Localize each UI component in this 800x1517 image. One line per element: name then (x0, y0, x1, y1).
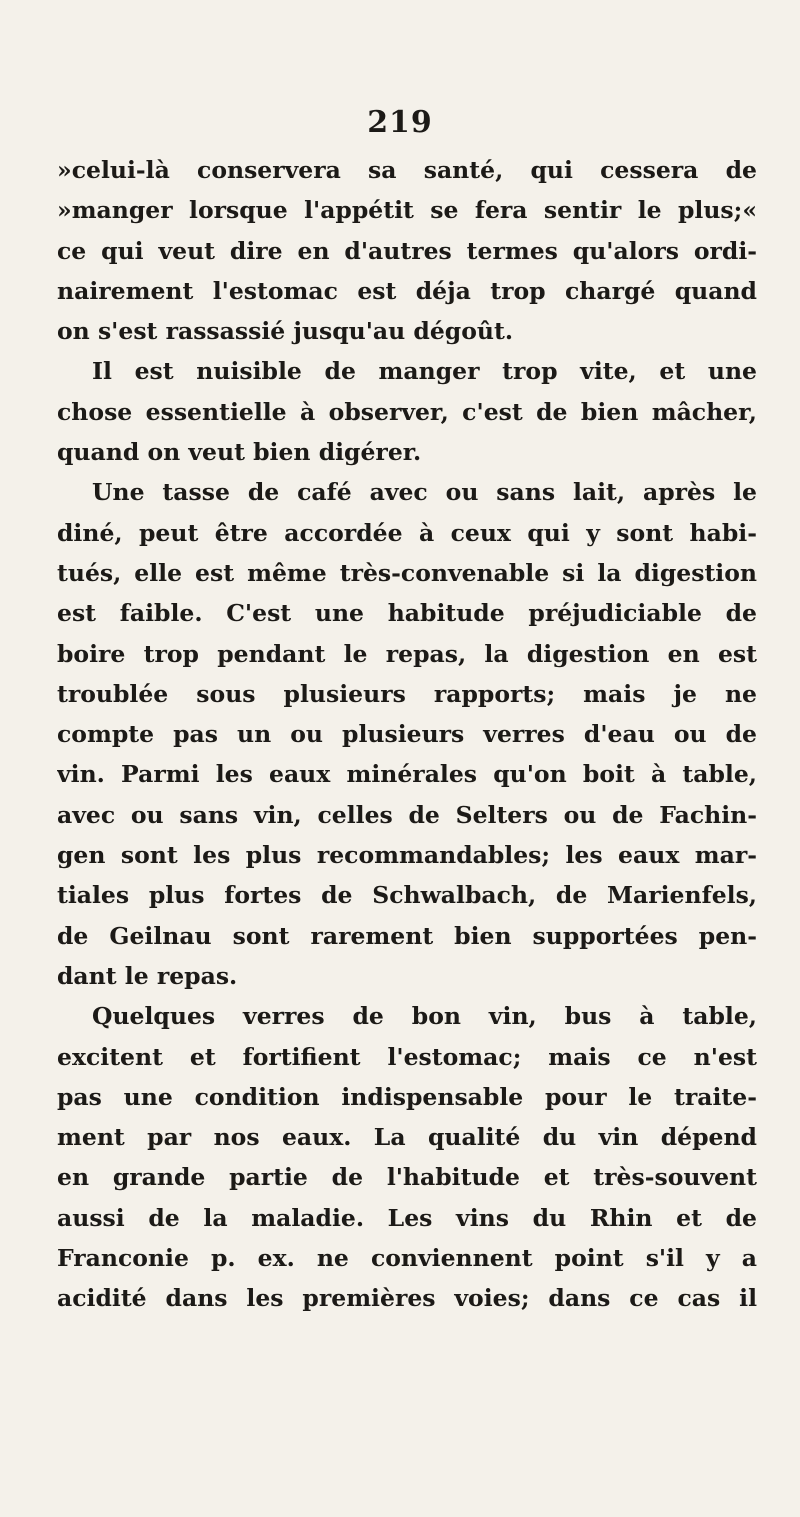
text-line: acidité dans les premières voies; dans ce cas il (57, 1284, 757, 1313)
text-line: Une tasse de café avec ou sans lait, après le (92, 478, 757, 507)
text-line: en grande partie de l'habitude et très-souvent (57, 1163, 757, 1192)
page-number: 219 (367, 105, 433, 140)
text-line: Il est nuisible de manger trop vite, et une (92, 357, 757, 386)
text-line: excitent et fortifient l'estomac; mais ce n'est (57, 1042, 757, 1071)
text-line: dant le repas. (57, 961, 238, 990)
text-line: diné, peut être accordée à ceux qui y sont habi- (57, 518, 757, 547)
text-line: compte pas un ou plusieurs verres d'eau ou de (57, 720, 757, 749)
text-line: ce qui veut dire en d'autres termes qu'alors ordi- (57, 236, 757, 265)
text-line: »manger lorsque l'appétit se fera sentir le plus;« (57, 196, 757, 225)
text-line: aussi de la maladie. Les vins du Rhin et de (57, 1203, 757, 1232)
text-line: est faible. C'est une habitude préjudiciable de (57, 599, 757, 628)
text-line: boire trop pendant le repas, la digestion en est (57, 639, 757, 668)
text-line: »celui-là conservera sa santé, qui cessera de (57, 156, 757, 184)
text-line: tués, elle est même très-convenable si la digestion (57, 558, 757, 587)
text-line: vin. Parmi les eaux minérales qu'on boit à table, (57, 760, 757, 789)
text-line: Quelques verres de bon vin, bus à table, (92, 1002, 757, 1031)
text-line: tiales plus fortes de Schwalbach, de Marienfels, (57, 881, 757, 910)
text-line: gen sont les plus recommandables; les eaux mar- (57, 841, 757, 870)
text-line: de Geilnau sont rarement bien supportées pen- (57, 921, 757, 950)
text-line: quand on veut bien digérer. (57, 438, 422, 467)
text-line: Franconie p. ex. ne conviennent point s'il y a (57, 1244, 757, 1273)
text-line: avec ou sans vin, celles de Selters ou de Fachin- (57, 800, 757, 829)
text-line: nairement l'estomac est déja trop chargé quand (57, 276, 757, 305)
text-line: ment par nos eaux. La qualité du vin dépend (57, 1123, 757, 1152)
text-line: on s'est rassassié jusqu'au dégoût. (57, 317, 514, 346)
text-line: pas une condition indispensable pour le traite- (57, 1082, 757, 1111)
text-line: chose essentielle à observer, c'est de bien mâcher, (57, 397, 757, 426)
text-line: troublée sous plusieurs rapports; mais je ne (57, 679, 757, 708)
body-text (57, 150, 757, 1319)
